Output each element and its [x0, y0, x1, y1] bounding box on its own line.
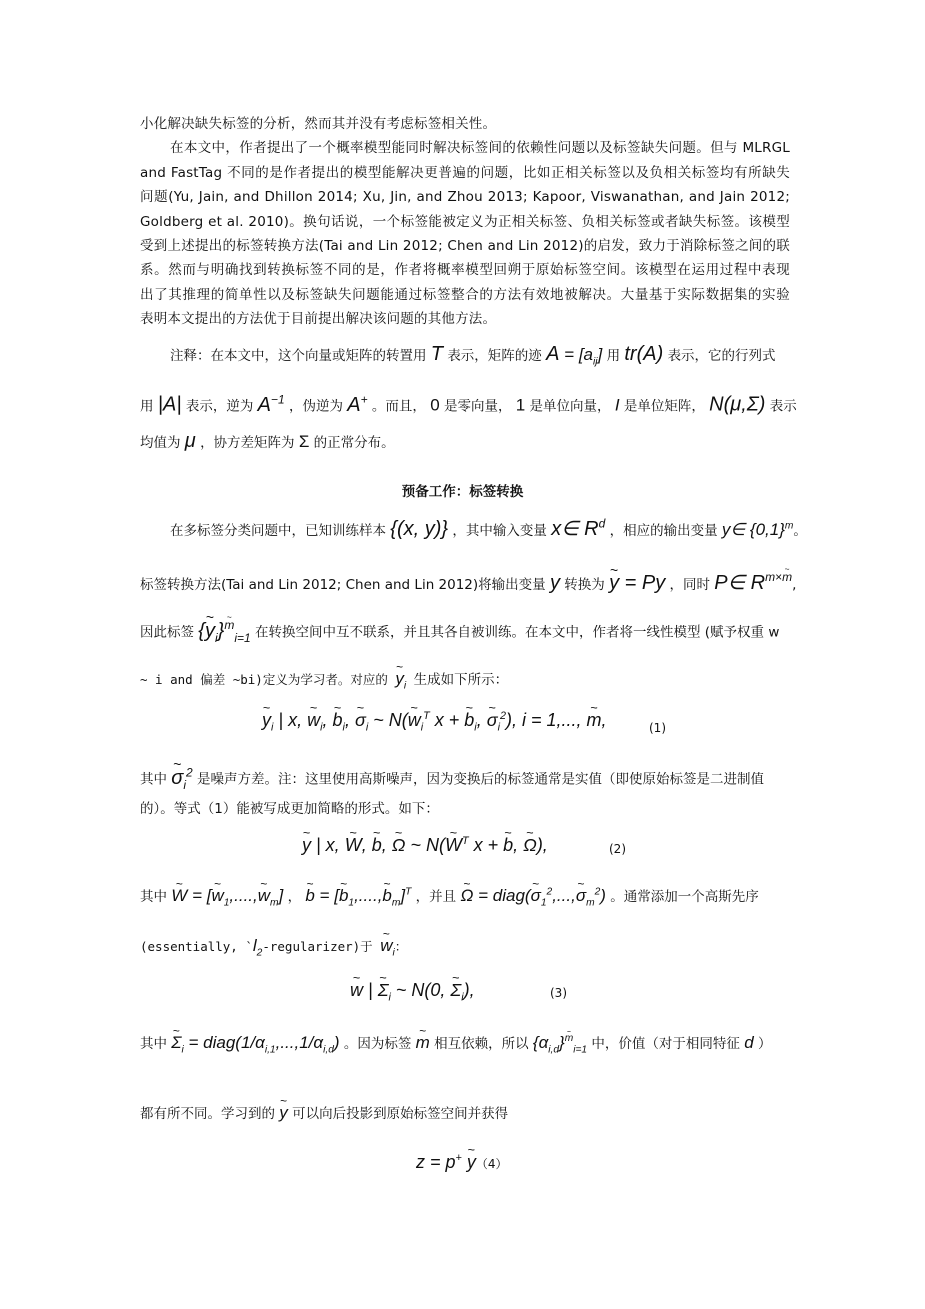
equation-4: z = p+ ~ y（4）: [416, 1152, 508, 1173]
prelim-line-3: 因此标签 {~ $y_i\}\sim$ $^m_{i=1}$ 在转换空间中互不联系，并且其各自被训练。在本文中，作者将一线性模型 (赋予权重 w: [140, 618, 790, 645]
text-line: 在本文中，作者提出了一个概率模型能同时解决标签间的依赖性问题以及标签缺失问题。但与 MLRGL: [170, 140, 790, 157]
text-line: Goldberg et al. 2010)。换句话说，一个标签能被定义为正相关标签、负相关标签或者缺失标签。该模型: [140, 213, 790, 230]
prelim-line-8: (essentially, $`l_2-regularizer$)于 ~ $w_i$：: [140, 936, 790, 958]
text-line: and FastTag 不同的是作者提出的模型能解决更普遍的问题，比如正相关标签以及负相关标签均有所缺失: [140, 164, 790, 181]
equation-2: ~ y | x, ~ W, ~ b, ~ Ω ~ N(~ $W^T$ x + ~ b, ~ Ω),: [302, 835, 548, 856]
prelim-line-5: 其中 ~ $\sigma_i^2$ 是噪声方差。注：这里使用高斯噪声，因为变换后的标签通常是实值（即使原始标签是二进制值: [140, 765, 790, 792]
equation-2-number: (2): [609, 842, 626, 856]
prelim-line-1: 在多标签分类问题中，已知训练样本 {(x, y)} ，其中输入变量 x∈ $R^d$ ，相应的输出变量 y∈ $\{0,1\}^m$。: [170, 516, 807, 540]
equation-1: ~ $y_i$ | x, ~ $w_i$, ~ $b_i$, ~ $\sigma_i$ ~ N(~ $w_i^T$ x + ~ $b_i$, ~ $\sigma_i^2$), i = 1,..., ~ m,: [262, 710, 607, 734]
notation-line-1: 注释：在本文中，这个向量或矩阵的转置用 T 表示，矩阵的迹 $A = [a_{ij}]$ 用 tr(A) 表示，它的行列式: [170, 343, 776, 368]
prelim-line-6: 的）。等式（1）能被写成更加简略的形式。如下：: [140, 801, 439, 817]
notation-line-2: 用 |A| 表示，逆为 $A^{-1}$ ，伪逆为 A+ 。而且， 0 是零向量， 1 是单位向量， I 是单位矩阵， N(μ,Σ) 表示: [140, 392, 797, 416]
equation-4-number: （4）: [475, 1157, 508, 1171]
equation-3: ~ w | ~ $\Sigma_i$ ~ N(0, ~ $\Sigma_i$),: [350, 980, 475, 1004]
text-line: 受到上述提出的标签转换方法(Tai and Lin 2012; Chen and Lin 2012)的启发，致力于消除标签之间的联: [140, 238, 790, 255]
prelim-line-4: ~ i and 偏差 ~bi)定义为学习者。对应的 ~ $y_i$ 生成如下所示：: [140, 668, 790, 691]
section-heading: 预备工作：标签转换: [401, 484, 524, 500]
equation-3-number: (3): [550, 986, 567, 1000]
text-line: 表明本文提出的方法优于目前提出解决该问题的其他方法。: [140, 311, 497, 328]
notation-line-3: 均值为 μ ，协方差矩阵为 Σ 的正常分布。: [140, 430, 395, 452]
prelim-line-7: 其中 ~ W = [~ $w_1,....,\sim$ $w_m$] ， ~ b = [~ $b_1,....,\sim$ $b_m]^T$ ，并且 ~ Ω = diag(~ $\sigma_1^2,...,\sim$ $\sigma_m^2$) 。通常添加一个高斯先序: [140, 885, 790, 908]
equation-1-number: (1): [649, 721, 666, 735]
prelim-line-2: 标签转换方法(Tai and Lin 2012; Chen and Lin 2012)将输出变量 y 转换为 ~ y = Py ，同时 P∈ $R^{m\times\sim m}$,: [140, 570, 790, 595]
prelim-line-10: 都有所不同。学习到的 ~ y 可以向后投影到原始标签空间并获得: [140, 1102, 790, 1123]
text-line: 小化解决缺失标签的分析，然而其并没有考虑标签相关性。: [140, 116, 497, 132]
text-line: 系。然而与明确找到转换标签不同的是，作者将概率模型回朔于原始标签空间。该模型在运用过程中表现: [140, 262, 790, 279]
text-line: 问题(Yu, Jain, and Dhillon 2014; Xu, Jin, and Zhou 2013; Kapoor, Viswanathan, and Jain 2012;: [140, 189, 790, 206]
prelim-line-9: 其中 ~ $\Sigma_i$ = $diag(1/\alpha_{i,1},...,1/\alpha_{i,d})$ 。因为标签 ~ m 相互依赖，所以 $\{\alpha_{i,d}\}\sim$ $^m_{i=1}$ 中，价值（对于相同特征 d ）: [140, 1032, 790, 1055]
intro-paragraph: [140, 112, 790, 332]
text-line: 出了其推理的简单性以及标签缺失问题能通过标签整合的方法有效地被解决。大量基于实际数据集的实验: [140, 286, 790, 303]
